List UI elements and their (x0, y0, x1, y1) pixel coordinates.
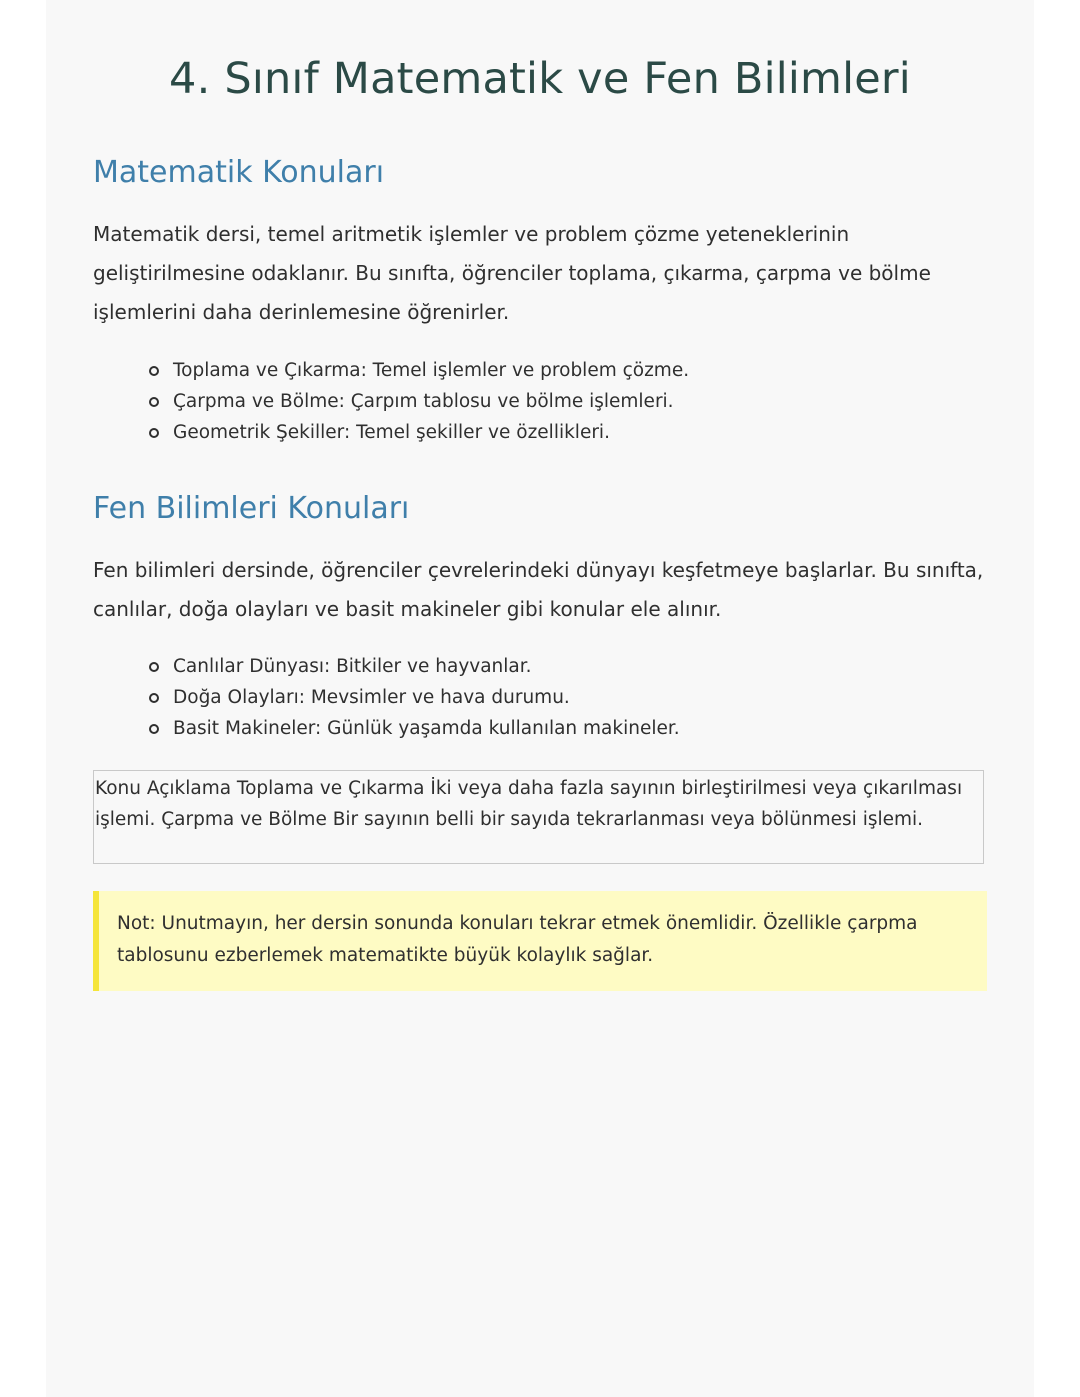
document-page (46, 0, 1034, 1397)
list-item-text: Canlılar Dünyası: Bitkiler ve hayvanlar. (173, 656, 532, 677)
note-text: Not: Unutmayın, her dersin sonunda konuları tekrar etmek önemlidir. Özellikle çarpma tablosunu ezberlemek matematikte büyük kolaylık sağlar. (117, 913, 918, 966)
science-topic-list (149, 651, 680, 744)
science-section-heading: Fen Bilimleri Konuları (93, 491, 410, 526)
list-item (149, 355, 689, 386)
note-callout (93, 891, 987, 991)
math-topic-list (149, 355, 689, 448)
table-text: Konu Açıklama Toplama ve Çıkarma İki veya daha fazla sayının birleştirilmesi veya çıkarılması işlemi. Çarpma ve Bölme Bir sayının belli bir sayıda tekrarlanması veya bölünmesi işlemi. (95, 778, 963, 830)
bullet-circle-icon (149, 428, 159, 438)
list-item-text: Doğa Olayları: Mevsimler ve hava durumu. (173, 687, 570, 708)
topic-table (93, 770, 984, 864)
list-item (149, 682, 680, 713)
list-item-text: Basit Makineler: Günlük yaşamda kullanılan makineler. (173, 718, 680, 739)
list-item-text: Toplama ve Çıkarma: Temel işlemler ve problem çözme. (173, 360, 690, 381)
list-item (149, 417, 689, 448)
math-section-heading: Matematik Konuları (93, 155, 385, 190)
math-paragraph: Matematik dersi, temel aritmetik işlemler ve problem çözme yeteneklerinin geliştirilmesine odaklanır. Bu sınıfta, öğrenciler toplama, çıkarma, çarpma ve bölme işlemlerini daha derinlemesine öğrenirler. (93, 222, 931, 324)
page-title: 4. Sınıf Matematik ve Fen Bilimleri (169, 54, 911, 104)
bullet-circle-icon (149, 693, 159, 703)
science-paragraph: Fen bilimleri dersinde, öğrenciler çevrelerindeki dünyayı keşfetmeye başlarlar. Bu sınıfta, canlılar, doğa olayları ve basit makineler gibi konular ele alınır. (93, 558, 984, 621)
list-item (149, 713, 680, 744)
bullet-circle-icon (149, 662, 159, 672)
bullet-circle-icon (149, 397, 159, 407)
list-item-text: Çarpma ve Bölme: Çarpım tablosu ve bölme işlemleri. (173, 391, 674, 412)
bullet-circle-icon (149, 366, 159, 376)
list-item-text: Geometrik Şekiller: Temel şekiller ve özellikleri. (173, 422, 610, 443)
list-item (149, 651, 680, 682)
bullet-circle-icon (149, 724, 159, 734)
list-item (149, 386, 689, 417)
